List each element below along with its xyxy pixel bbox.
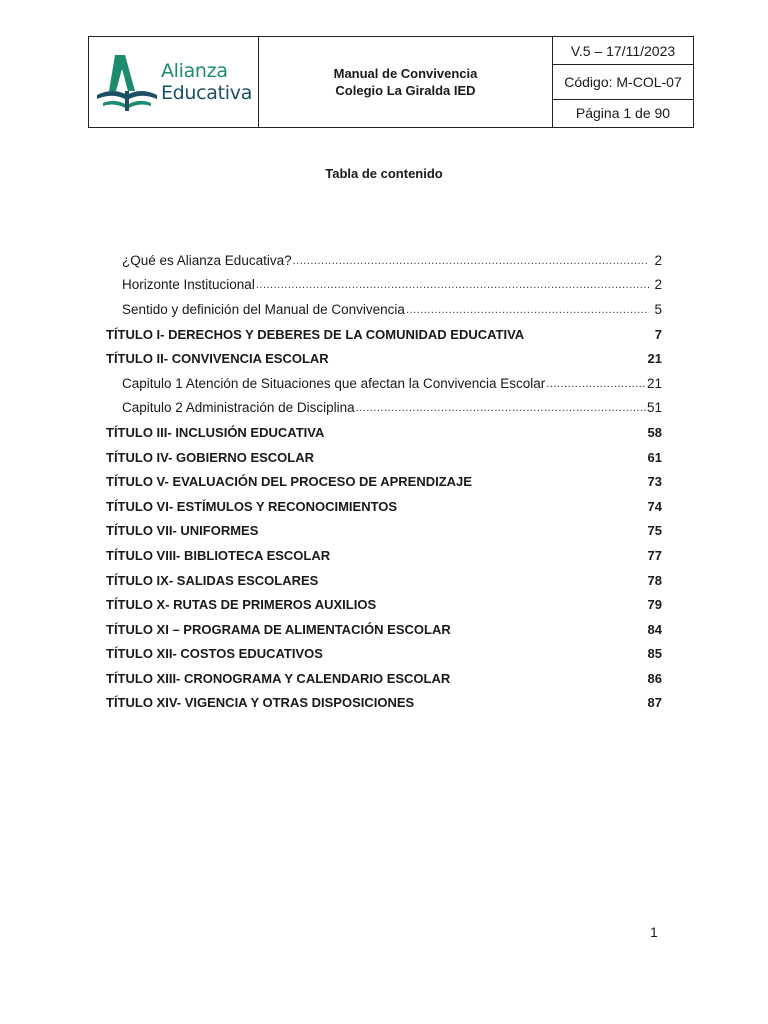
document-meta-cell bbox=[553, 37, 693, 127]
toc-entry-page: 77 bbox=[647, 547, 662, 563]
toc-entry-page: 74 bbox=[647, 498, 662, 514]
toc-entry[interactable] bbox=[106, 592, 662, 617]
toc-entry-label: TÍTULO VIII- BIBLIOTECA ESCOLAR bbox=[106, 547, 331, 563]
toc-entry[interactable] bbox=[106, 322, 662, 347]
toc-entry-page: 78 bbox=[647, 572, 662, 588]
toc-entry-label: Horizonte Institucional bbox=[122, 277, 255, 293]
toc-entry-label: TÍTULO XII- COSTOS EDUCATIVOS bbox=[106, 646, 323, 662]
page-count-label: Página 1 de 90 bbox=[575, 105, 671, 122]
toc-entry[interactable] bbox=[106, 248, 662, 273]
toc-entry-label: TÍTULO XIV- VIGENCIA Y OTRAS DISPOSICIONES bbox=[106, 695, 415, 711]
toc-dot-leader bbox=[356, 403, 646, 420]
toc-dot-leader bbox=[256, 280, 649, 297]
toc-entry-page: 84 bbox=[647, 621, 662, 637]
toc-entry-page: 87 bbox=[647, 695, 662, 711]
toc-entry-label: TÍTULO VII- UNIFORMES bbox=[106, 523, 259, 539]
toc-entry[interactable] bbox=[106, 494, 662, 519]
logo-emblem-icon bbox=[95, 51, 159, 113]
toc-entry-page: 79 bbox=[647, 597, 662, 613]
school-name: Colegio La Giralda IED bbox=[335, 83, 476, 98]
toc-entry[interactable] bbox=[106, 642, 662, 667]
logo-cell bbox=[89, 37, 259, 127]
toc-entry[interactable] bbox=[106, 396, 662, 421]
logo-text-line2: Educativa bbox=[160, 81, 253, 104]
toc-entry-label: TÍTULO IV- GOBIERNO ESCOLAR bbox=[106, 449, 315, 465]
toc-heading: Tabla de contenido bbox=[325, 166, 443, 181]
toc-entry[interactable] bbox=[106, 519, 662, 544]
document-title: Manual de Convivencia bbox=[333, 66, 478, 81]
toc-entry-page: 2 bbox=[654, 277, 662, 293]
toc-dot-leader bbox=[293, 256, 649, 273]
document-code: Código: M-COL-07 bbox=[553, 65, 693, 100]
toc-entry-page: 21 bbox=[647, 351, 662, 367]
document-header bbox=[88, 36, 694, 128]
toc-entry-page: 5 bbox=[654, 301, 662, 317]
toc-entry[interactable] bbox=[106, 691, 662, 716]
toc-entry-page: 7 bbox=[654, 326, 662, 342]
table-of-contents bbox=[106, 248, 662, 715]
toc-entry[interactable] bbox=[106, 469, 662, 494]
alianza-educativa-logo bbox=[95, 51, 252, 113]
toc-entry-label: TÍTULO I- DERECHOS Y DEBERES DE LA COMUNIDAD EDUCATIVA bbox=[106, 326, 525, 342]
toc-dot-leader bbox=[546, 379, 646, 396]
toc-entry-page: 51 bbox=[646, 400, 662, 416]
toc-entry-label: TÍTULO XIII- CRONOGRAMA Y CALENDARIO ESCOLAR bbox=[106, 670, 451, 686]
toc-entry-page: 85 bbox=[647, 646, 662, 662]
toc-entry-label: TÍTULO XI – PROGRAMA DE ALIMENTACIÓN ESCOLAR bbox=[106, 621, 451, 637]
toc-entry-page: 86 bbox=[647, 670, 662, 686]
page-number: 1 bbox=[650, 924, 658, 940]
toc-entry[interactable] bbox=[106, 346, 662, 371]
toc-entry-page: 58 bbox=[647, 424, 662, 440]
toc-entry-label: TÍTULO X- RUTAS DE PRIMEROS AUXILIOS bbox=[106, 597, 377, 613]
toc-entry[interactable] bbox=[106, 371, 662, 396]
toc-entry-label: TÍTULO IX- SALIDAS ESCOLARES bbox=[106, 572, 319, 588]
toc-entry-label: TÍTULO II- CONVIVENCIA ESCOLAR bbox=[106, 351, 329, 367]
toc-dot-leader bbox=[406, 305, 649, 322]
toc-entry[interactable] bbox=[106, 543, 662, 568]
toc-entry-page: 73 bbox=[647, 474, 662, 490]
toc-entry-label: Capitulo 1 Atención de Situaciones que afectan la Convivencia Escolar bbox=[122, 375, 546, 391]
logo-text-line1: Alianza bbox=[160, 59, 228, 82]
document-title-cell bbox=[259, 37, 553, 127]
toc-entry[interactable] bbox=[106, 297, 662, 322]
toc-entry-page: 21 bbox=[646, 375, 662, 391]
toc-entry[interactable] bbox=[106, 568, 662, 593]
toc-entry-label: TÍTULO V- EVALUACIÓN DEL PROCESO DE APRENDIZAJE bbox=[106, 474, 472, 490]
toc-entry-label: TÍTULO VI- ESTÍMULOS Y RECONOCIMIENTOS bbox=[106, 498, 398, 514]
toc-entry-page: 2 bbox=[654, 252, 662, 268]
toc-entry[interactable] bbox=[106, 617, 662, 642]
toc-entry-label: Capitulo 2 Administración de Disciplina bbox=[122, 400, 355, 416]
toc-entry[interactable] bbox=[106, 273, 662, 298]
version-label: V.5 – 17/11/2023 bbox=[553, 37, 693, 65]
toc-entry-page: 61 bbox=[647, 449, 662, 465]
toc-entry-label: Sentido y definición del Manual de Convivencia bbox=[122, 301, 405, 317]
toc-entry-page: 75 bbox=[647, 523, 662, 539]
toc-entry[interactable] bbox=[106, 666, 662, 691]
toc-entry-label: TÍTULO III- INCLUSIÓN EDUCATIVA bbox=[106, 424, 325, 440]
toc-entry-label: ¿Qué es Alianza Educativa? bbox=[122, 252, 292, 268]
toc-entry[interactable] bbox=[106, 445, 662, 470]
toc-entry[interactable] bbox=[106, 420, 662, 445]
